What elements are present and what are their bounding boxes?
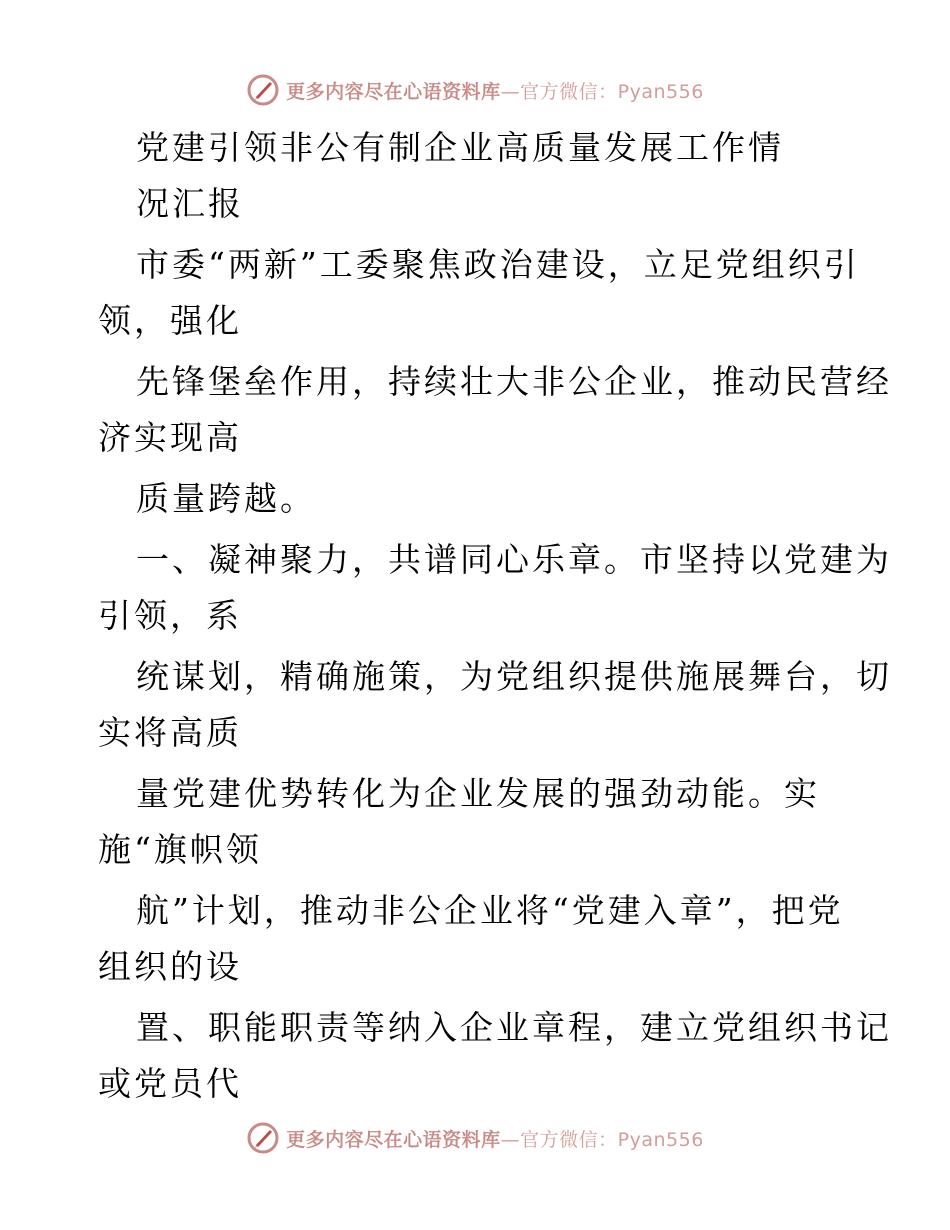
doc-line: 量党建优势转化为企业发展的强劲动能。实 bbox=[136, 774, 820, 813]
watermark-text bbox=[286, 77, 704, 104]
doc-line: 引领，系 bbox=[98, 596, 242, 635]
doc-line: 质量跨越。 bbox=[136, 479, 316, 518]
doc-line: 领，强化 bbox=[98, 301, 242, 340]
watermark-sub: —官方微信：Pyan556 bbox=[500, 80, 704, 103]
doc-line: 先锋堡垒作用，持续壮大非公企业，推动民营经 bbox=[136, 362, 892, 401]
header-watermark bbox=[0, 70, 950, 110]
quill-circle-icon bbox=[246, 1121, 280, 1155]
doc-line: 施“旗帜领 bbox=[98, 830, 262, 869]
doc-line: 济实现高 bbox=[98, 418, 242, 457]
watermark-main: 更多内容尽在心语资料库 bbox=[286, 1128, 501, 1151]
doc-line: 组织的设 bbox=[98, 947, 242, 986]
quill-circle-icon bbox=[246, 73, 280, 107]
footer-watermark bbox=[0, 1118, 950, 1158]
doc-line: 置、职能职责等纳入企业章程，建立党组织书记 bbox=[136, 1008, 892, 1047]
doc-line: 或党员代 bbox=[98, 1064, 242, 1103]
doc-line: 一、凝神聚力，共谱同心乐章。市坚持以党建为 bbox=[136, 540, 892, 579]
watermark-main: 更多内容尽在心语资料库 bbox=[286, 80, 501, 103]
doc-line: 实将高质 bbox=[98, 713, 242, 752]
doc-title-line-2: 况汇报 bbox=[136, 184, 244, 223]
doc-line: 航”计划，推动非公企业将“党建入章”，把党 bbox=[136, 891, 844, 930]
doc-line: 市委“两新”工委聚焦政治建设，立足党组织引 bbox=[136, 245, 860, 284]
watermark-text bbox=[286, 1125, 704, 1152]
watermark-sub: —官方微信：Pyan556 bbox=[500, 1128, 704, 1151]
doc-line: 统谋划，精确施策，为党组织提供施展舞台，切 bbox=[136, 657, 892, 696]
doc-title-line-1: 党建引领非公有制企业高质量发展工作情 bbox=[136, 128, 784, 167]
